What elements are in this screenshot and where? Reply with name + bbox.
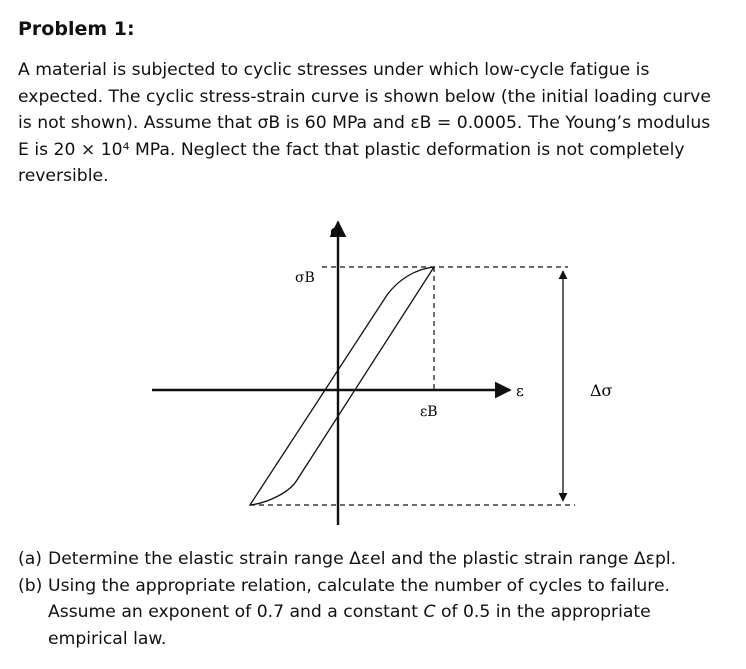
intro-line-1: A material is subjected to cyclic stresses under which low-cycle fatigue is (18, 60, 650, 80)
axis-x-label: ε (516, 382, 524, 400)
question-a (18, 546, 740, 573)
question-a-label: (a) (18, 549, 42, 569)
intro-line-5: reversible. (18, 166, 109, 186)
hysteresis-loop (250, 267, 434, 505)
question-b-line-3: empirical law. (48, 628, 167, 649)
intro-line-4: E is 20 × 10⁴ MPa. Neglect the fact that plastic deformation is not completely (18, 139, 685, 160)
question-b-constant-c: C (423, 602, 436, 622)
question-b-label: (b) (18, 575, 43, 596)
question-a-text: Determine the elastic strain range Δεel and the plastic strain range Δεpl. (48, 549, 677, 569)
question-b (18, 573, 740, 600)
questions (18, 546, 740, 652)
question-b-line-1: Using the appropriate relation, calculate the number of cycles to failure. (48, 575, 671, 596)
problem-title: Problem 1: (18, 18, 135, 40)
axis-y-label: σ (330, 222, 342, 242)
question-b-line-2-after: of 0.5 in the appropriate (435, 602, 651, 622)
stress-range-label: Δσ (590, 381, 613, 400)
eps-b-label: εB (420, 404, 438, 420)
intro-line-3: is not shown). Assume that σB is 60 MPa and εB = 0.0005. The Young’s modulus (18, 113, 711, 133)
question-b-line-2-before: Assume an exponent of 0.7 and a constant (48, 602, 424, 622)
intro-line-2: expected. The cyclic stress-strain curve is shown below (the initial loading curve (18, 86, 711, 107)
question-b-line-2 (18, 599, 740, 626)
sigma-b-label: σB (295, 270, 315, 286)
